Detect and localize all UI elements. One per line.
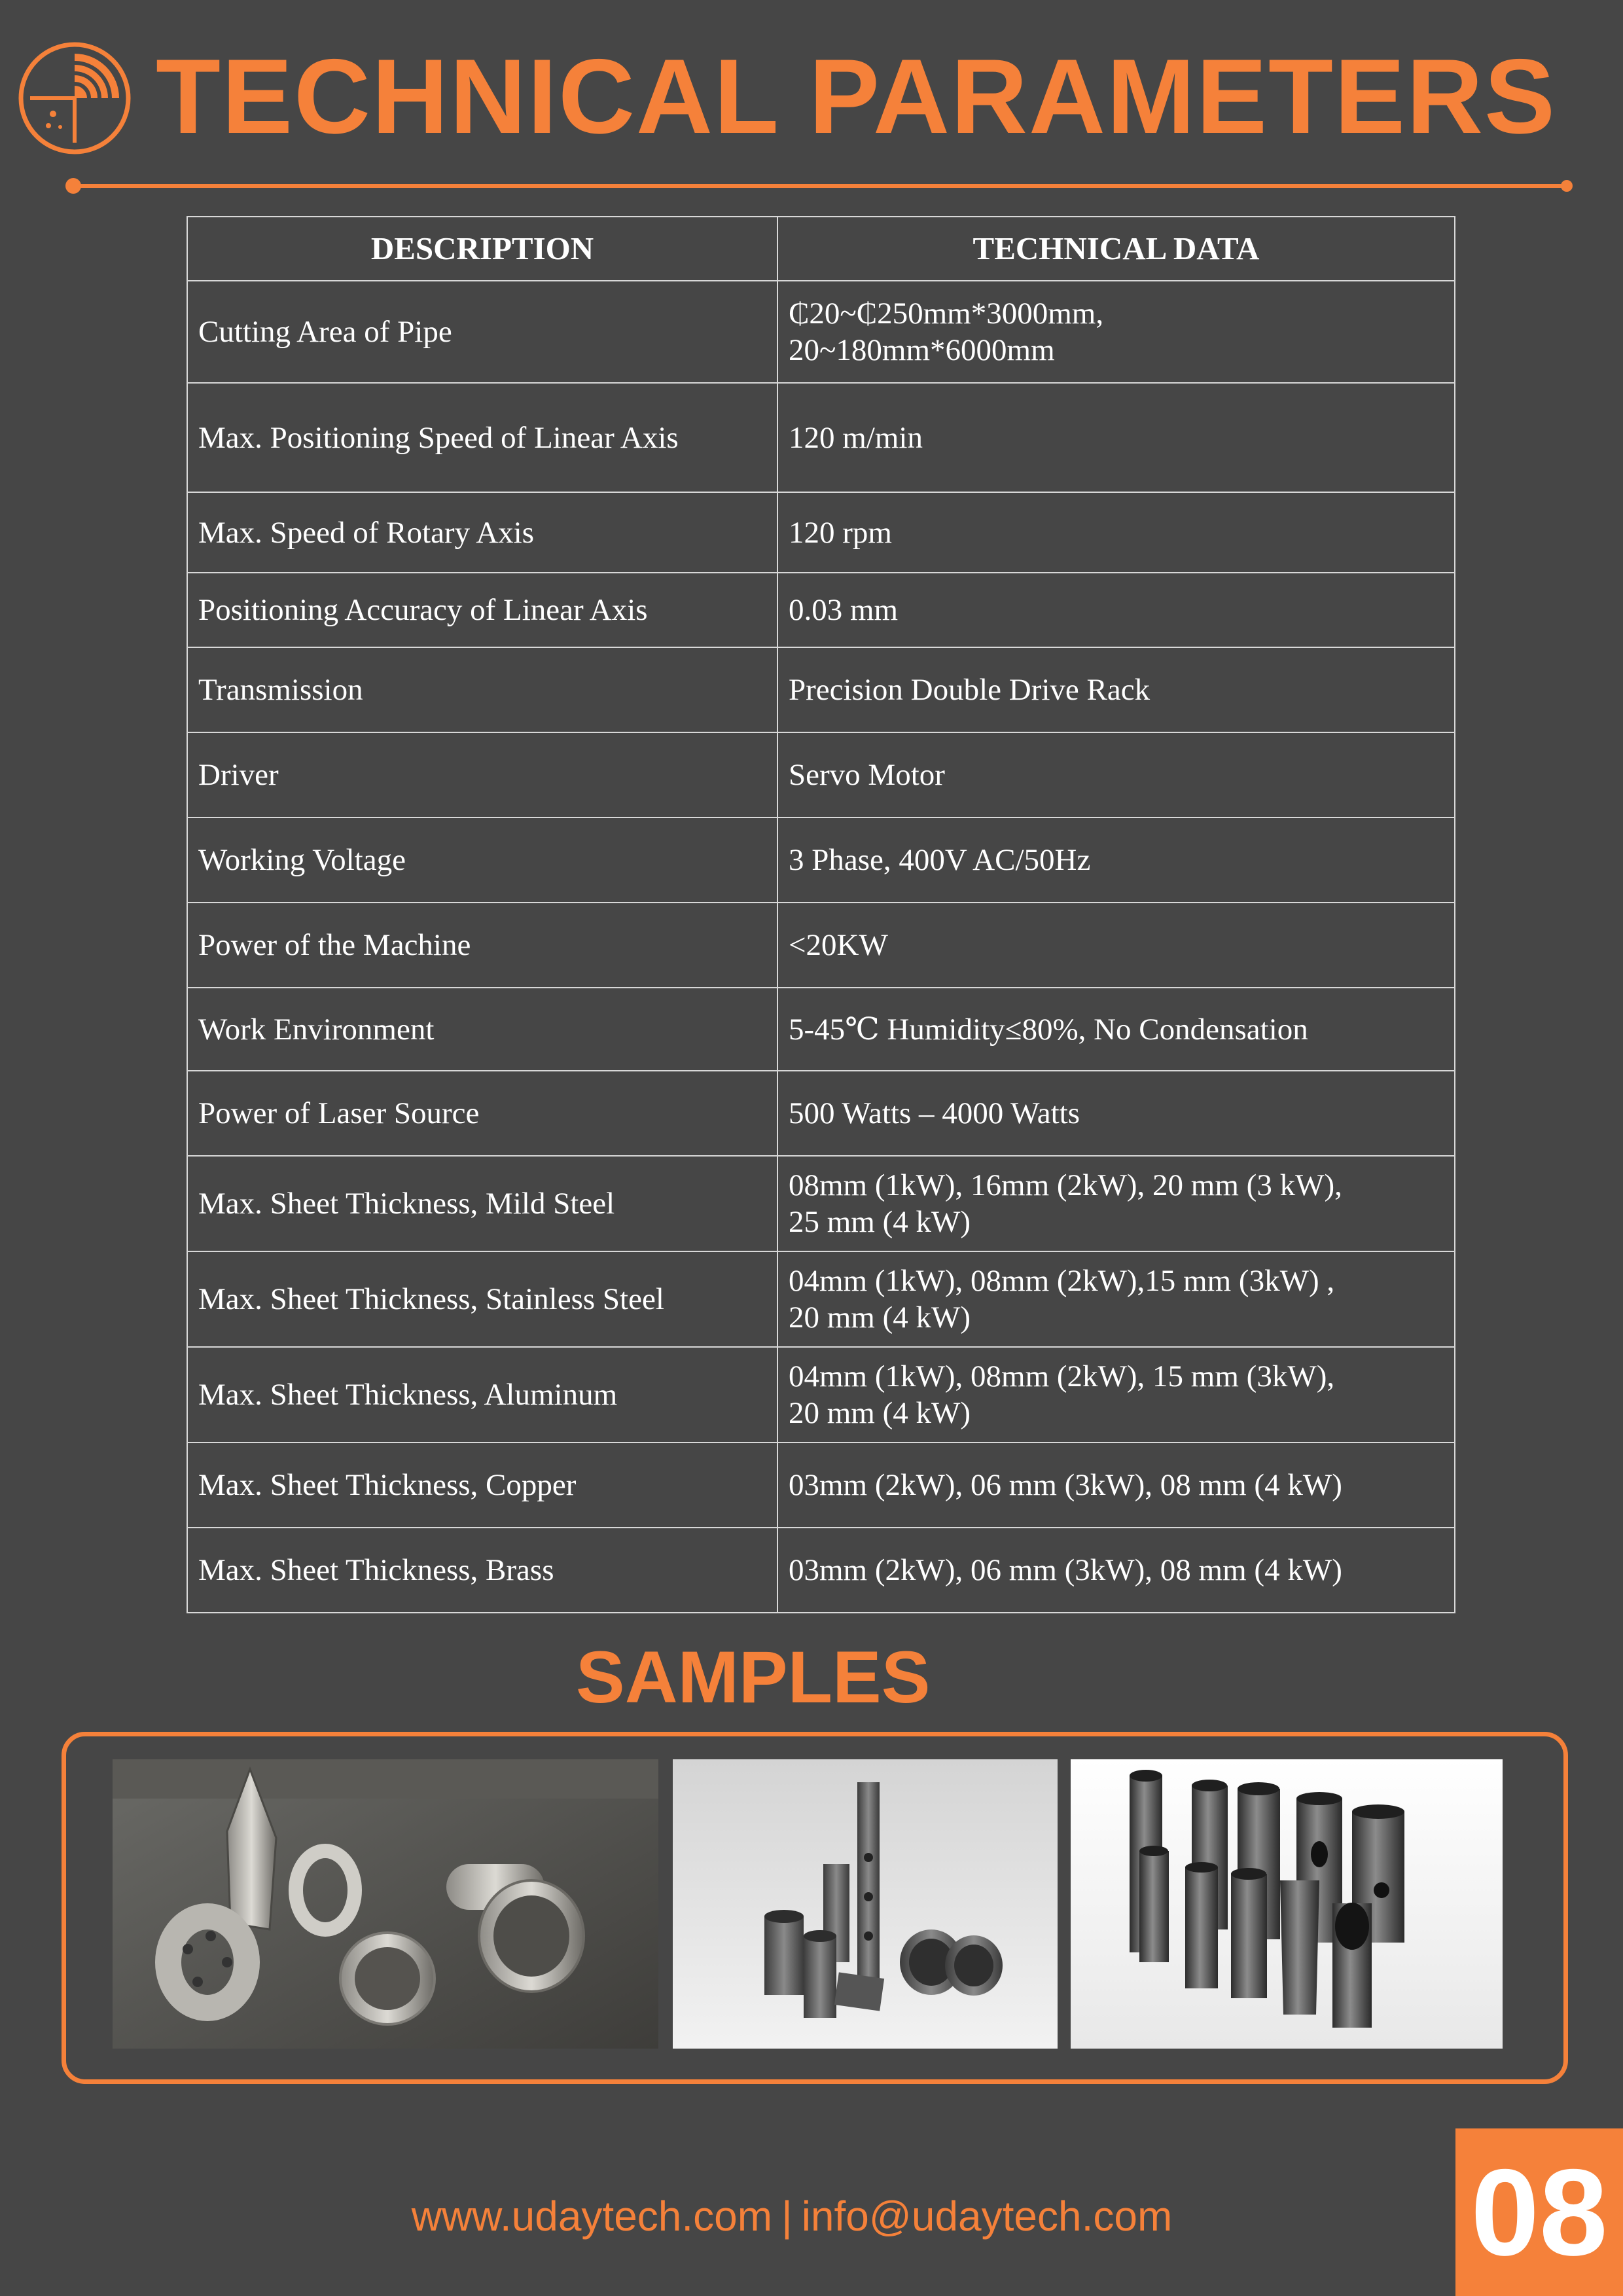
row-data	[777, 903, 1455, 988]
row-description: Driver	[187, 732, 777, 817]
table-row	[187, 1156, 1455, 1251]
row-description: Max. Sheet Thickness, Copper	[187, 1443, 777, 1528]
table-row	[187, 1071, 1455, 1156]
row-data	[777, 1528, 1455, 1613]
title-divider	[63, 178, 1576, 194]
row-data-line: 03mm (2kW), 06 mm (3kW), 08 mm (4 kW)	[789, 1553, 1342, 1587]
row-data	[777, 383, 1455, 492]
row-data-line: 120 rpm	[789, 515, 892, 550]
row-data-line: 25 mm (4 kW)	[789, 1205, 971, 1239]
page-number-badge: 08	[1455, 2128, 1623, 2296]
sample-photo-cut-tubes-on-steel-table	[113, 1759, 658, 2049]
row-data-line: 120 m/min	[789, 420, 923, 455]
row-data-line: 3 Phase, 400V AC/50Hz	[789, 843, 1091, 877]
table-row	[187, 1443, 1455, 1528]
website-link[interactable]: www.udaytech.com	[411, 2193, 773, 2240]
row-data-line: Precision Double Drive Rack	[789, 673, 1150, 707]
samples-heading: SAMPLES	[576, 1636, 931, 1718]
row-data-line: 04mm (1kW), 08mm (2kW),15 mm (3kW) ,	[789, 1264, 1335, 1298]
table-row	[187, 281, 1455, 383]
row-data-line: <20KW	[789, 928, 888, 962]
sample-photo-round-tubes-with-cutouts	[1071, 1759, 1503, 2049]
table-row	[187, 817, 1455, 903]
row-description: Work Environment	[187, 988, 777, 1071]
row-description: Transmission	[187, 647, 777, 732]
row-description: Max. Sheet Thickness, Mild Steel	[187, 1156, 777, 1251]
row-data-line: 04mm (1kW), 08mm (2kW), 15 mm (3kW),	[789, 1359, 1335, 1393]
row-data	[777, 1443, 1455, 1528]
row-data-line: Servo Motor	[789, 758, 945, 792]
row-description: Cutting Area of Pipe	[187, 281, 777, 383]
table-header-row	[187, 217, 1455, 281]
row-data-line: 500 Watts – 4000 Watts	[789, 1096, 1080, 1130]
footer-contact	[366, 2183, 1217, 2249]
row-description: Power of Laser Source	[187, 1071, 777, 1156]
table-row	[187, 492, 1455, 573]
row-description: Max. Sheet Thickness, Stainless Steel	[187, 1251, 777, 1347]
row-data-line: ₵20~₵250mm*3000mm,	[789, 296, 1104, 331]
row-data-line: 20 mm (4 kW)	[789, 1300, 971, 1335]
row-description: Positioning Accuracy of Linear Axis	[187, 573, 777, 647]
sample-photo-notched-square-tubes	[673, 1759, 1058, 2049]
row-data-line: 20 mm (4 kW)	[789, 1396, 971, 1430]
laser-radar-logo-icon	[17, 41, 132, 156]
row-data	[777, 1071, 1455, 1156]
row-data-line: 08mm (1kW), 16mm (2kW), 20 mm (3 kW),	[789, 1168, 1342, 1202]
row-data	[777, 988, 1455, 1071]
row-description: Max. Sheet Thickness, Brass	[187, 1528, 777, 1613]
table-row	[187, 383, 1455, 492]
table-row	[187, 1251, 1455, 1347]
footer-separator: |	[781, 2193, 793, 2240]
table-row	[187, 1347, 1455, 1443]
column-header-technical-data: TECHNICAL DATA	[777, 217, 1455, 281]
row-data	[777, 1347, 1455, 1443]
page-title: TECHNICAL PARAMETERS	[156, 37, 1557, 156]
row-data	[777, 281, 1455, 383]
row-description: Max. Speed of Rotary Axis	[187, 492, 777, 573]
row-description: Max. Positioning Speed of Linear Axis	[187, 383, 777, 492]
row-data-line: 20~180mm*6000mm	[789, 333, 1055, 367]
row-description: Max. Sheet Thickness, Aluminum	[187, 1347, 777, 1443]
table-row	[187, 903, 1455, 988]
table-row	[187, 732, 1455, 817]
row-data	[777, 1251, 1455, 1347]
row-data	[777, 732, 1455, 817]
row-description: Working Voltage	[187, 817, 777, 903]
column-header-description: DESCRIPTION	[187, 217, 777, 281]
table-row	[187, 647, 1455, 732]
table-row	[187, 573, 1455, 647]
email-link[interactable]: info@udaytech.com	[801, 2193, 1173, 2240]
row-data	[777, 817, 1455, 903]
row-data	[777, 573, 1455, 647]
row-data	[777, 492, 1455, 573]
row-data	[777, 647, 1455, 732]
table-row	[187, 1528, 1455, 1613]
table-row	[187, 988, 1455, 1071]
row-data	[777, 1156, 1455, 1251]
row-data-line: 0.03 mm	[789, 593, 899, 627]
row-data-line: 5-45℃ Humidity≤80%, No Condensation	[789, 1012, 1308, 1047]
row-description: Power of the Machine	[187, 903, 777, 988]
technical-parameters-table	[187, 216, 1455, 1613]
row-data-line: 03mm (2kW), 06 mm (3kW), 08 mm (4 kW)	[789, 1468, 1342, 1502]
